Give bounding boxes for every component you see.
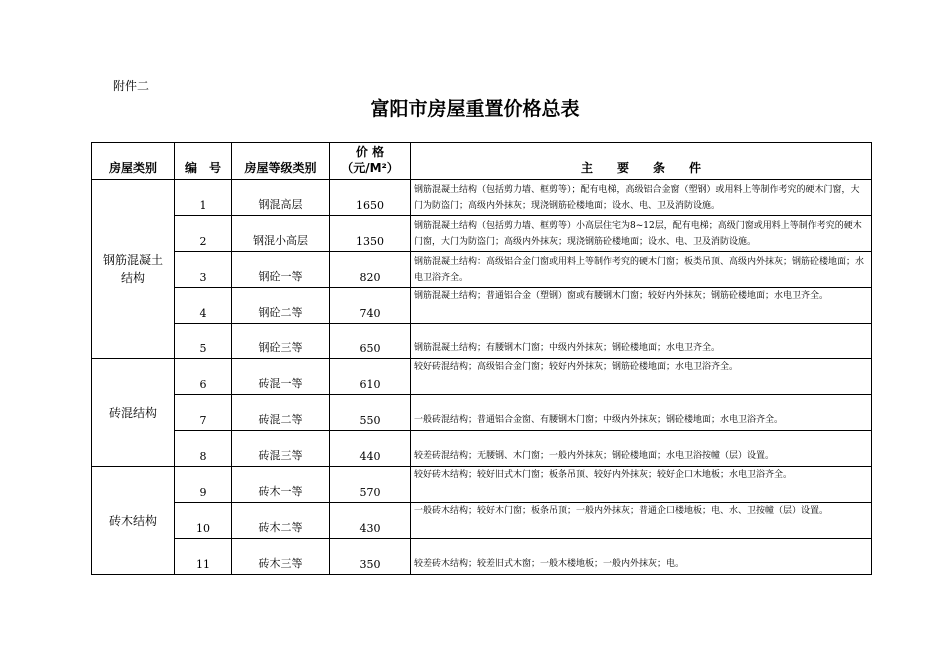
row-conditions: 一般砖木结构；较好木门窗；板条吊顶；一般内外抹灰；普通企口楼地板；电、水、卫按幢（层）设置。	[411, 503, 872, 539]
row-number: 10	[175, 503, 232, 539]
row-price: 570	[330, 467, 411, 503]
category-cell: 砖混结构	[92, 359, 175, 467]
row-grade: 砖混一等	[232, 359, 330, 395]
row-grade: 钢砼三等	[232, 324, 330, 359]
row-number: 4	[175, 288, 232, 324]
header-number: 编 号	[175, 143, 232, 180]
row-grade: 砖木一等	[232, 467, 330, 503]
table-row	[92, 324, 872, 359]
table-header-row	[92, 143, 872, 180]
row-price: 650	[330, 324, 411, 359]
row-conditions: 钢筋混凝土结构：高级铝合金门窗或用料上等制作考究的硬木门窗；板类吊顶、高级内外抹灰；钢筋砼楼地面；水电卫浴齐全。	[411, 252, 872, 288]
row-price: 350	[330, 539, 411, 575]
table-row	[92, 539, 872, 575]
table-row	[92, 359, 872, 395]
row-grade: 钢混小高层	[232, 216, 330, 252]
row-grade: 砖混二等	[232, 395, 330, 431]
row-price: 1650	[330, 180, 411, 216]
row-conditions: 较好砖混结构；高级铝合金门窗；较好内外抹灰；钢筋砼楼地面；水电卫浴齐全。	[411, 359, 872, 395]
row-grade: 钢砼一等	[232, 252, 330, 288]
table-row	[92, 431, 872, 467]
row-conditions: 一般砖混结构；普通铝合金窗、有腰钢木门窗；中级内外抹灰；钢砼楼地面；水电卫浴齐全。	[411, 395, 872, 431]
table-row	[92, 180, 872, 216]
header-grade: 房屋等级类别	[232, 143, 330, 180]
page-title: 富阳市房屋重置价格总表	[370, 98, 580, 120]
row-number: 9	[175, 467, 232, 503]
table-row	[92, 216, 872, 252]
row-grade: 砖木三等	[232, 539, 330, 575]
table-row	[92, 503, 872, 539]
row-number: 8	[175, 431, 232, 467]
row-number: 1	[175, 180, 232, 216]
row-number: 2	[175, 216, 232, 252]
row-grade: 钢混高层	[232, 180, 330, 216]
row-price: 820	[330, 252, 411, 288]
row-conditions: 钢筋混凝土结构（包括剪力墙、框剪等）小高层住宅为8~12层，配有电梯；高级门窗或用料上等制作考究的硬木门窗，大门为防盗门；高级内外抹灰；现浇钢筋砼楼地面；设水、电、卫及消防设施。	[411, 216, 872, 252]
row-price: 430	[330, 503, 411, 539]
row-number: 3	[175, 252, 232, 288]
price-table	[91, 142, 872, 575]
table-row	[92, 395, 872, 431]
category-cell: 钢筋混凝土结构	[92, 180, 175, 359]
row-conditions: 钢筋混凝土结构；有腰钢木门窗；中级内外抹灰；钢砼楼地面；水电卫齐全。	[411, 324, 872, 359]
table-row	[92, 252, 872, 288]
row-grade: 钢砼二等	[232, 288, 330, 324]
header-conditions: 主 要 条 件	[411, 143, 872, 180]
row-price: 740	[330, 288, 411, 324]
row-conditions: 钢筋混凝土结构（包括剪力墙、框剪等）；配有电梯，高级铝合金窗（塑钢）或用料上等制作考究的硬木门窗，大门为防盗门；高级内外抹灰；现浇钢筋砼楼地面；设水、电、卫及消防设施。	[411, 180, 872, 216]
header-category: 房屋类别	[92, 143, 175, 180]
table-row	[92, 467, 872, 503]
row-conditions: 较差砖木结构；较差旧式木窗；一般木楼地板；一般内外抹灰；电。	[411, 539, 872, 575]
header-price-line1: 价 格	[355, 145, 385, 159]
row-price: 610	[330, 359, 411, 395]
row-number: 11	[175, 539, 232, 575]
row-grade: 砖木二等	[232, 503, 330, 539]
header-price-line2: （元/M²）	[341, 161, 399, 175]
row-number: 7	[175, 395, 232, 431]
header-price	[330, 143, 411, 180]
row-price: 550	[330, 395, 411, 431]
row-number: 6	[175, 359, 232, 395]
table-row	[92, 288, 872, 324]
row-price: 440	[330, 431, 411, 467]
row-conditions: 钢筋混凝土结构；普通铝合金（塑钢）窗或有腰钢木门窗；较好内外抹灰；钢筋砼楼地面；水电卫齐全。	[411, 288, 872, 324]
category-cell: 砖木结构	[92, 467, 175, 575]
attachment-label: 附件二	[113, 79, 150, 93]
row-grade: 砖混三等	[232, 431, 330, 467]
row-conditions: 较好砖木结构；较好旧式木门窗；板条吊顶、较好内外抹灰；较好企口木地板；水电卫浴齐全。	[411, 467, 872, 503]
row-price: 1350	[330, 216, 411, 252]
row-conditions: 较差砖混结构；无腰钢、木门窗；一般内外抹灰；钢砼楼地面；水电卫浴按幢（层）设置。	[411, 431, 872, 467]
row-number: 5	[175, 324, 232, 359]
